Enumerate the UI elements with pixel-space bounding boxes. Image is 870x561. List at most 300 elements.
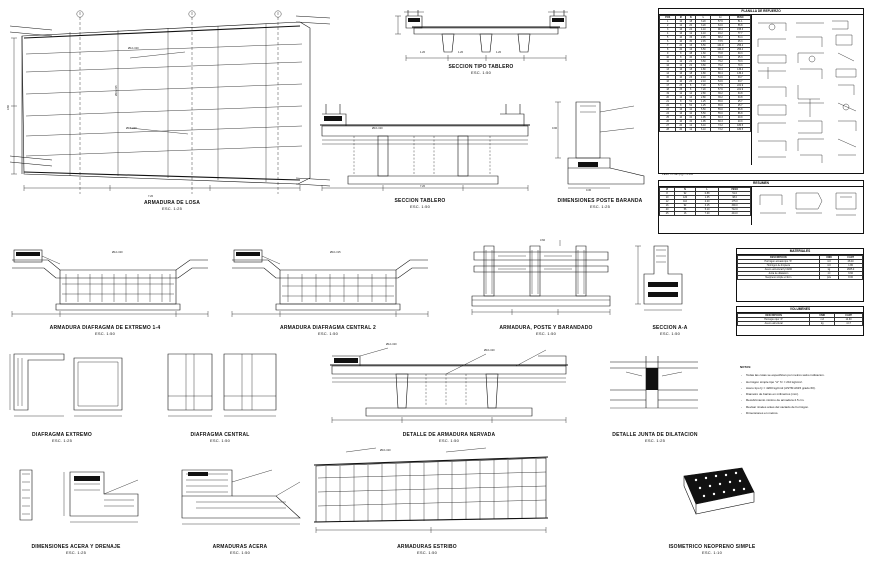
table-cell: 4 (660, 31, 676, 35)
materials-table-panel (736, 248, 864, 302)
losa-dim-label-1: 7.20 (148, 195, 154, 198)
table-cell: 104.0 (711, 43, 730, 47)
column-header: Lt (711, 15, 730, 19)
table-cell: 2.80 (696, 91, 711, 95)
table-cell: 25.7 (730, 103, 751, 107)
table-cell: 14 (686, 91, 696, 95)
table-cell: 2.20 (695, 199, 718, 203)
losa-side-note: Ø10 c/15 (115, 85, 118, 96)
table-cell: 136.4 (730, 71, 751, 75)
table-cell: 56 (675, 207, 696, 211)
table-cell: 1.25 (696, 99, 711, 103)
bar-shape-diagrams (752, 15, 863, 165)
tablero-dim-3: 1.20 (496, 51, 502, 54)
table-cell: 54.6 (711, 79, 730, 83)
column-header: DESCRIPCION (738, 313, 810, 317)
table-row (738, 321, 863, 325)
steel-schedule-footer: PESO TOTAL (Kg) = 2 665 (662, 173, 693, 176)
table-cell: 8 (676, 99, 686, 103)
table-cell: 256.4 (730, 47, 751, 51)
detail-poste-baranda (548, 98, 648, 188)
table-cell: 30.3 (730, 51, 751, 55)
table-cell: 40.9 (730, 115, 751, 119)
table-cell: 40 (686, 55, 696, 59)
quantities-table-panel (736, 306, 864, 336)
table-cell: 7.20 (696, 87, 711, 91)
table-cell: 92 (675, 191, 696, 195)
note-item: - Hormigon simple tipo "A" f'c = 210 kg/cm2. (746, 379, 860, 385)
detail-armaduras-estribo (306, 448, 556, 536)
caption-armaduras-acera: ARMADURAS ACERA ESC. 1:50 (212, 544, 268, 556)
table-cell: 52 (686, 103, 696, 107)
steel-schedule-title: PLANILLA DE REFUERZO (659, 9, 863, 15)
table-cell: 7.20 (695, 211, 718, 215)
caption-armadura-diafragma-central: ARMADURA DIAFRAGMA CENTRAL 2 ESC. 1:50 (280, 325, 376, 337)
table-cell: 10 (676, 119, 686, 123)
table-cell: ml (819, 271, 839, 275)
table-cell: 14 (686, 95, 696, 99)
table-cell: 2665.0 (839, 267, 863, 271)
table-cell: 39.2 (711, 95, 730, 99)
table-cell: 5.10 (695, 207, 718, 211)
table-cell: 1.95 (696, 115, 711, 119)
table-cell: 26 (686, 79, 696, 83)
table-cell: 16 (676, 107, 686, 111)
table-cell: Hormigon armado tipo "A" (738, 259, 820, 263)
table-cell: 6.50 (696, 43, 711, 47)
table-cell: 11 (660, 59, 676, 63)
table-cell: 45.3 (730, 39, 751, 43)
table-cell: 12 (676, 19, 686, 23)
seccion-tablero-note: Ø16 c/20 (372, 127, 383, 130)
table-cell: 25.7 (730, 99, 751, 103)
table-cell: Hormigon de limpieza (738, 263, 820, 267)
column-header: CANT (839, 255, 863, 259)
table-cell: 92 (675, 203, 696, 207)
column-header: DESCRIPCION (738, 255, 820, 259)
table-cell: 57.6 (711, 87, 730, 91)
table-cell: m3 (819, 259, 839, 263)
table-cell: Junta de dilatacion (738, 271, 820, 275)
table-cell: 25 (676, 83, 686, 87)
detail-armadura-nervada (326, 344, 576, 422)
table-cell: 26 (660, 119, 676, 123)
table-cell: 40.9 (730, 119, 751, 123)
table-cell: 6.10 (696, 127, 711, 131)
table-cell: 104.0 (711, 47, 730, 51)
table-cell: 16 (660, 79, 676, 83)
column-header: N (675, 187, 696, 191)
table-cell: 65.0 (711, 103, 730, 107)
losa-bar-note-2: Ø16 c/20 (126, 127, 137, 130)
table-cell: 20 (686, 23, 696, 27)
table-cell: Acero estructural fy=4200 (738, 267, 820, 271)
table-cell: 2.80 (696, 95, 711, 99)
table-cell: 14.60 (835, 317, 863, 321)
table-cell: 5.50 (696, 111, 711, 115)
table-cell: 9.60 (839, 271, 863, 275)
table-cell: 7.20 (696, 83, 711, 87)
quantities-table-title: VOLUMENES (737, 307, 863, 313)
caption-dimensiones-poste-baranda: DIMENSIONES POSTE BARANDA ESC. 1:25 (557, 198, 643, 210)
table-cell: 3.60 (696, 63, 711, 67)
table-cell: 8 (660, 47, 676, 51)
table-cell: 136.4 (730, 67, 751, 71)
table-cell: 39.2 (711, 91, 730, 95)
column-header: PESO (719, 187, 751, 191)
table-cell: 18 (686, 19, 696, 23)
table-cell: 10 (676, 79, 686, 83)
poste-dim-h: 0.90 (552, 127, 558, 130)
table-cell: 4.17 (835, 321, 863, 325)
table-cell: 19 (660, 91, 676, 95)
table-cell: 12 (686, 127, 696, 131)
table-cell: 34 (686, 115, 696, 119)
estribo-note: Ø16 c/20 (380, 449, 391, 452)
barandado-dim: 3.60 (540, 239, 546, 242)
detail-armaduras-acera (176, 462, 306, 534)
table-cell: 34 (686, 119, 696, 123)
table-cell: 2 (660, 23, 676, 27)
table-cell: 57.6 (711, 83, 730, 87)
table-cell: 48 (686, 51, 696, 55)
table-cell: 12 (676, 59, 686, 63)
caption-armadura-losa: ARMADURA DE LOSA ESC. 1:25 (143, 200, 201, 212)
table-cell: 8 (676, 103, 686, 107)
table-cell: 4.80 (696, 71, 711, 75)
table-cell: 64.0 (711, 23, 730, 27)
table-cell: 12 (686, 123, 696, 127)
secondary-table-panel (658, 180, 864, 234)
table-cell: 16 (660, 203, 675, 207)
secondary-table (659, 187, 751, 216)
caption-armadura-poste-barandado: ARMADURA, POSTE Y BARANDADO ESC. 1:50 (499, 325, 593, 337)
table-cell: 34.8 (730, 91, 751, 95)
table-cell: 256.4 (730, 43, 751, 47)
table-cell: 22 (660, 103, 676, 107)
table-cell: 49.2 (711, 31, 730, 35)
column-header: N (686, 15, 696, 19)
notes-title: NOTAS: (740, 365, 752, 369)
note-item: - Diametro de barras en milimetros (mm). (746, 391, 860, 397)
caption-diafragma-central: DIAFRAGMA CENTRAL ESC. 1:50 (190, 432, 250, 444)
table-cell: 10 (676, 35, 686, 39)
table-cell: 14 (660, 71, 676, 75)
table-cell: 52 (686, 99, 696, 103)
table-cell: 20 (676, 43, 686, 47)
materials-table-title: MATERIALES (737, 249, 863, 255)
table-cell: 15 (660, 75, 676, 79)
table-cell: 25 (676, 87, 686, 91)
table-cell: 1.35 (695, 195, 718, 199)
table-cell: 155.3 (730, 27, 751, 31)
section-a-a (634, 244, 706, 316)
table-cell: 20 (676, 127, 686, 131)
secondary-table-title: RESUMEN (659, 181, 863, 187)
table-cell: 1.80 (839, 263, 863, 267)
table-cell: 18 (686, 71, 696, 75)
tablero-dim-2: 1.20 (458, 51, 464, 54)
table-cell: 86.8 (730, 111, 751, 115)
table-cell: 10 (676, 115, 686, 119)
table-cell: 10 (660, 55, 676, 59)
table-cell: 73.5 (711, 39, 730, 43)
table-cell: 16 (676, 71, 686, 75)
table-cell: 1.95 (696, 119, 711, 123)
table-cell: 221.9 (730, 83, 751, 87)
table-cell: 18 (686, 67, 696, 71)
table-cell: 6 (660, 39, 676, 43)
elev-armadura-diafragma-extremo (8, 244, 212, 316)
table-cell: m3 (810, 317, 835, 321)
table-cell: 79.2 (711, 63, 730, 67)
table-cell: 16 (676, 67, 686, 71)
table-cell: 66.3 (711, 115, 730, 119)
table-cell: 22 (686, 59, 696, 63)
table-cell: 70.3 (730, 59, 751, 63)
note-item: - Recubrimiento minimo de armadura 2.5 cm. (746, 397, 860, 403)
table-cell: 12 (660, 63, 676, 67)
table-cell: 8 (686, 87, 696, 91)
table-cell: 23 (660, 107, 676, 111)
caption-detalle-junta-dilatacion: DETALLE JUNTA DE DILATACION ESC. 1:25 (612, 432, 698, 444)
materials-table (737, 255, 863, 280)
nervada-note-2: Ø16 c/20 (484, 349, 495, 352)
note-item: - Dimensiones en metros. (746, 410, 860, 416)
table-cell: 17 (660, 83, 676, 87)
table-cell: 12 (676, 91, 686, 95)
table-row (660, 211, 751, 215)
diafragma-central-note: Ø10 c/15 (330, 251, 341, 254)
note-item: - Revisar niveles antes del vaciado de hormigon. (746, 404, 860, 410)
table-cell: 55.0 (711, 111, 730, 115)
table-cell: 1.60 (696, 55, 711, 59)
seccion-tablero-dim: 7.20 (420, 185, 426, 188)
table-cell: 7 (660, 43, 676, 47)
table-cell: 79.2 (711, 59, 730, 63)
table-cell: 16 (676, 111, 686, 115)
table-cell: 16 (676, 27, 686, 31)
caption-isometrico-neopreno: ISOMETRICO NEOPRENO SIMPLE ESC. 1:10 (668, 544, 756, 556)
column-header: UNID (819, 255, 839, 259)
plan-armadura-losa (7, 8, 330, 193)
table-cell: 16 (676, 31, 686, 35)
table-cell: 2.10 (696, 79, 711, 83)
table-cell: 10 (660, 195, 675, 199)
table-cell: 2.10 (696, 75, 711, 79)
nervada-note-1: Ø12 c/20 (386, 343, 397, 346)
table-cell: 54.6 (711, 75, 730, 79)
elev-poste-barandado (468, 240, 618, 316)
table-cell: 86.8 (730, 107, 751, 111)
table-cell: 10 (686, 107, 696, 111)
caption-diafragma-extremo: DIAFRAGMA EXTREMO ESC. 1:25 (32, 432, 92, 444)
table-cell: 4.10 (696, 27, 711, 31)
table-cell: 36 (686, 35, 696, 39)
table-cell: 88.2 (711, 35, 730, 39)
column-header: POS (660, 15, 676, 19)
column-header: L (695, 187, 718, 191)
table-cell: 56.8 (730, 23, 751, 27)
table-cell: kg (819, 267, 839, 271)
table-cell: 21 (660, 99, 676, 103)
table-cell: 8.00 (839, 275, 863, 279)
poste-dim-g: 0.30 (586, 189, 592, 192)
table-cell: 3.20 (696, 19, 711, 23)
detail-junta-dilatacion (606, 352, 702, 416)
steel-schedule-table (659, 15, 751, 132)
table-cell: 8 (676, 55, 686, 59)
table-cell: 10 (676, 39, 686, 43)
isometric-neopreno (666, 466, 762, 532)
table-cell: 20 (676, 123, 686, 127)
steel-schedule-panel (658, 8, 864, 174)
table-cell: 51.1 (730, 19, 751, 23)
caption-dimensiones-acera-drenaje: DIMENSIONES ACERA Y DRENAJE ESC. 1:25 (31, 544, 121, 556)
caption-seccion-tipo-tablero: SECCION TIPO TABLERO ESC. 1:50 (448, 64, 514, 76)
table-cell: 2.45 (696, 39, 711, 43)
table-cell: 175.0 (719, 199, 751, 203)
table-cell: 10 (686, 111, 696, 115)
table-cell: 86.4 (711, 71, 730, 75)
table-cell: 390.0 (719, 203, 751, 207)
caption-armadura-diafragma-extremo: ARMADURA DIAFRAGMA DE EXTREMO 1-4 ESC. 1:50 (49, 325, 161, 337)
table-cell: 86.4 (711, 67, 730, 71)
table-cell: 18 (660, 87, 676, 91)
table-cell: 76.8 (711, 51, 730, 55)
section-tablero (318, 104, 538, 190)
table-cell: 64.0 (711, 55, 730, 59)
table-cell: 27 (660, 123, 676, 127)
table-cell: 24 (660, 111, 676, 115)
table-cell: 180.5 (730, 127, 751, 131)
table-cell: 34.8 (730, 95, 751, 99)
table-cell: 3 (660, 27, 676, 31)
table-cell: 9 (660, 51, 676, 55)
table-cell: 16 (686, 43, 696, 47)
detail-diafragma-extremo (10, 348, 130, 420)
column-header: PESO (730, 15, 751, 19)
table-cell: 24 (686, 27, 696, 31)
table-cell: 3.60 (696, 59, 711, 63)
table-cell: 2.45 (696, 35, 711, 39)
table-cell: 51.0 (719, 191, 751, 195)
detail-diafragma-central (164, 348, 280, 420)
table-cell: 1 (660, 19, 676, 23)
table-cell: 98.0 (719, 195, 751, 199)
table-cell: 54.4 (730, 35, 751, 39)
column-header: CANT (835, 313, 863, 317)
table-cell: 65.0 (711, 99, 730, 103)
table-cell: 20 (660, 207, 675, 211)
note-item: - Todas las cotas se especifican por metros salvo indicacion. (746, 372, 860, 378)
table-cell: 25 (660, 115, 676, 119)
table-cell: 221.9 (730, 87, 751, 91)
table-cell: 73.2 (711, 127, 730, 131)
column-header: Ø (660, 187, 675, 191)
note-item: - Acero tipo fy = 4200 kg/cm2 (ASTM A615 grado 60). (746, 385, 860, 391)
table-cell: 30 (686, 39, 696, 43)
table-cell: kg (810, 321, 835, 325)
table-cell: 16 (686, 47, 696, 51)
table-cell: 6.50 (696, 47, 711, 51)
caption-seccion-tablero: SECCION TABLERO ESC. 1:50 (394, 198, 446, 210)
caption-seccion-a-a: SECCION A-A ESC. 1:50 (652, 325, 688, 337)
table-cell: 13 (660, 67, 676, 71)
table-cell: 5 (660, 35, 676, 39)
table-cell: 33.7 (730, 79, 751, 83)
column-header: L (696, 15, 711, 19)
table-cell: 0.88 (695, 191, 718, 195)
table-cell: 8 (676, 51, 686, 55)
table-row (660, 127, 751, 131)
notes-block (740, 364, 860, 416)
table-cell: 77.7 (730, 31, 751, 35)
table-cell: 12 (660, 199, 675, 203)
table-cell: pza (819, 275, 839, 279)
table-cell: 4.80 (696, 67, 711, 71)
table-cell: 66.3 (711, 119, 730, 123)
table-cell: 25.3 (730, 55, 751, 59)
detail-acera-drenaje (14, 460, 142, 534)
table-cell: 6.10 (696, 123, 711, 127)
table-cell: m3 (819, 263, 839, 267)
losa-dim-label-2: 3.60 (7, 104, 10, 110)
table-cell: 55.0 (711, 107, 730, 111)
table-cell: 33.7 (730, 75, 751, 79)
table-cell: 110 (675, 199, 696, 203)
table-cell: Neopreno simple e=2cm (738, 275, 820, 279)
diafragma-extremo-note: Ø12 c/20 (112, 251, 123, 254)
table-cell: Acero estructural (738, 321, 810, 325)
quantities-table (737, 313, 863, 326)
table-cell: 70.3 (730, 63, 751, 67)
table-cell: 16 (675, 211, 696, 215)
table-cell: 12 (676, 23, 686, 27)
table-cell: 20 (660, 95, 676, 99)
table-cell: 5.50 (696, 107, 711, 111)
table-cell: 180.5 (730, 123, 751, 127)
table-cell: 28.40 (839, 259, 863, 263)
table-cell: 3.15 (695, 203, 718, 207)
caption-detalle-armadura-nervada: DETALLE DE ARMADURA NERVADA ESC. 1:50 (402, 432, 496, 444)
column-header: Ø (676, 15, 686, 19)
table-cell: 1.25 (696, 103, 711, 107)
table-cell: 10 (676, 75, 686, 79)
table-cell: 12 (686, 31, 696, 35)
table-cell: 20 (676, 47, 686, 51)
table-cell: 1.60 (696, 51, 711, 55)
table-cell: 12 (676, 95, 686, 99)
table-row (738, 275, 863, 279)
table-cell: 712.0 (719, 207, 751, 211)
column-header: UNID (810, 313, 835, 317)
table-cell: 25 (660, 211, 675, 215)
table-cell: 120 (675, 195, 696, 199)
table-cell: 8 (686, 83, 696, 87)
table-cell: 28 (660, 127, 676, 131)
table-cell: 444.0 (719, 211, 751, 215)
table-cell: 8 (660, 191, 675, 195)
table-cell: 73.2 (711, 123, 730, 127)
table-cell: 57.6 (711, 19, 730, 23)
table-cell: 12 (676, 63, 686, 67)
secondary-shape-diagrams (752, 187, 863, 225)
table-cell: 26 (686, 75, 696, 79)
table-cell: 4.10 (696, 31, 711, 35)
table-cell: Hormigon tipo "A" (738, 317, 810, 321)
caption-armaduras-estribo: ARMADURAS ESTRIBO ESC. 1:50 (397, 544, 457, 556)
